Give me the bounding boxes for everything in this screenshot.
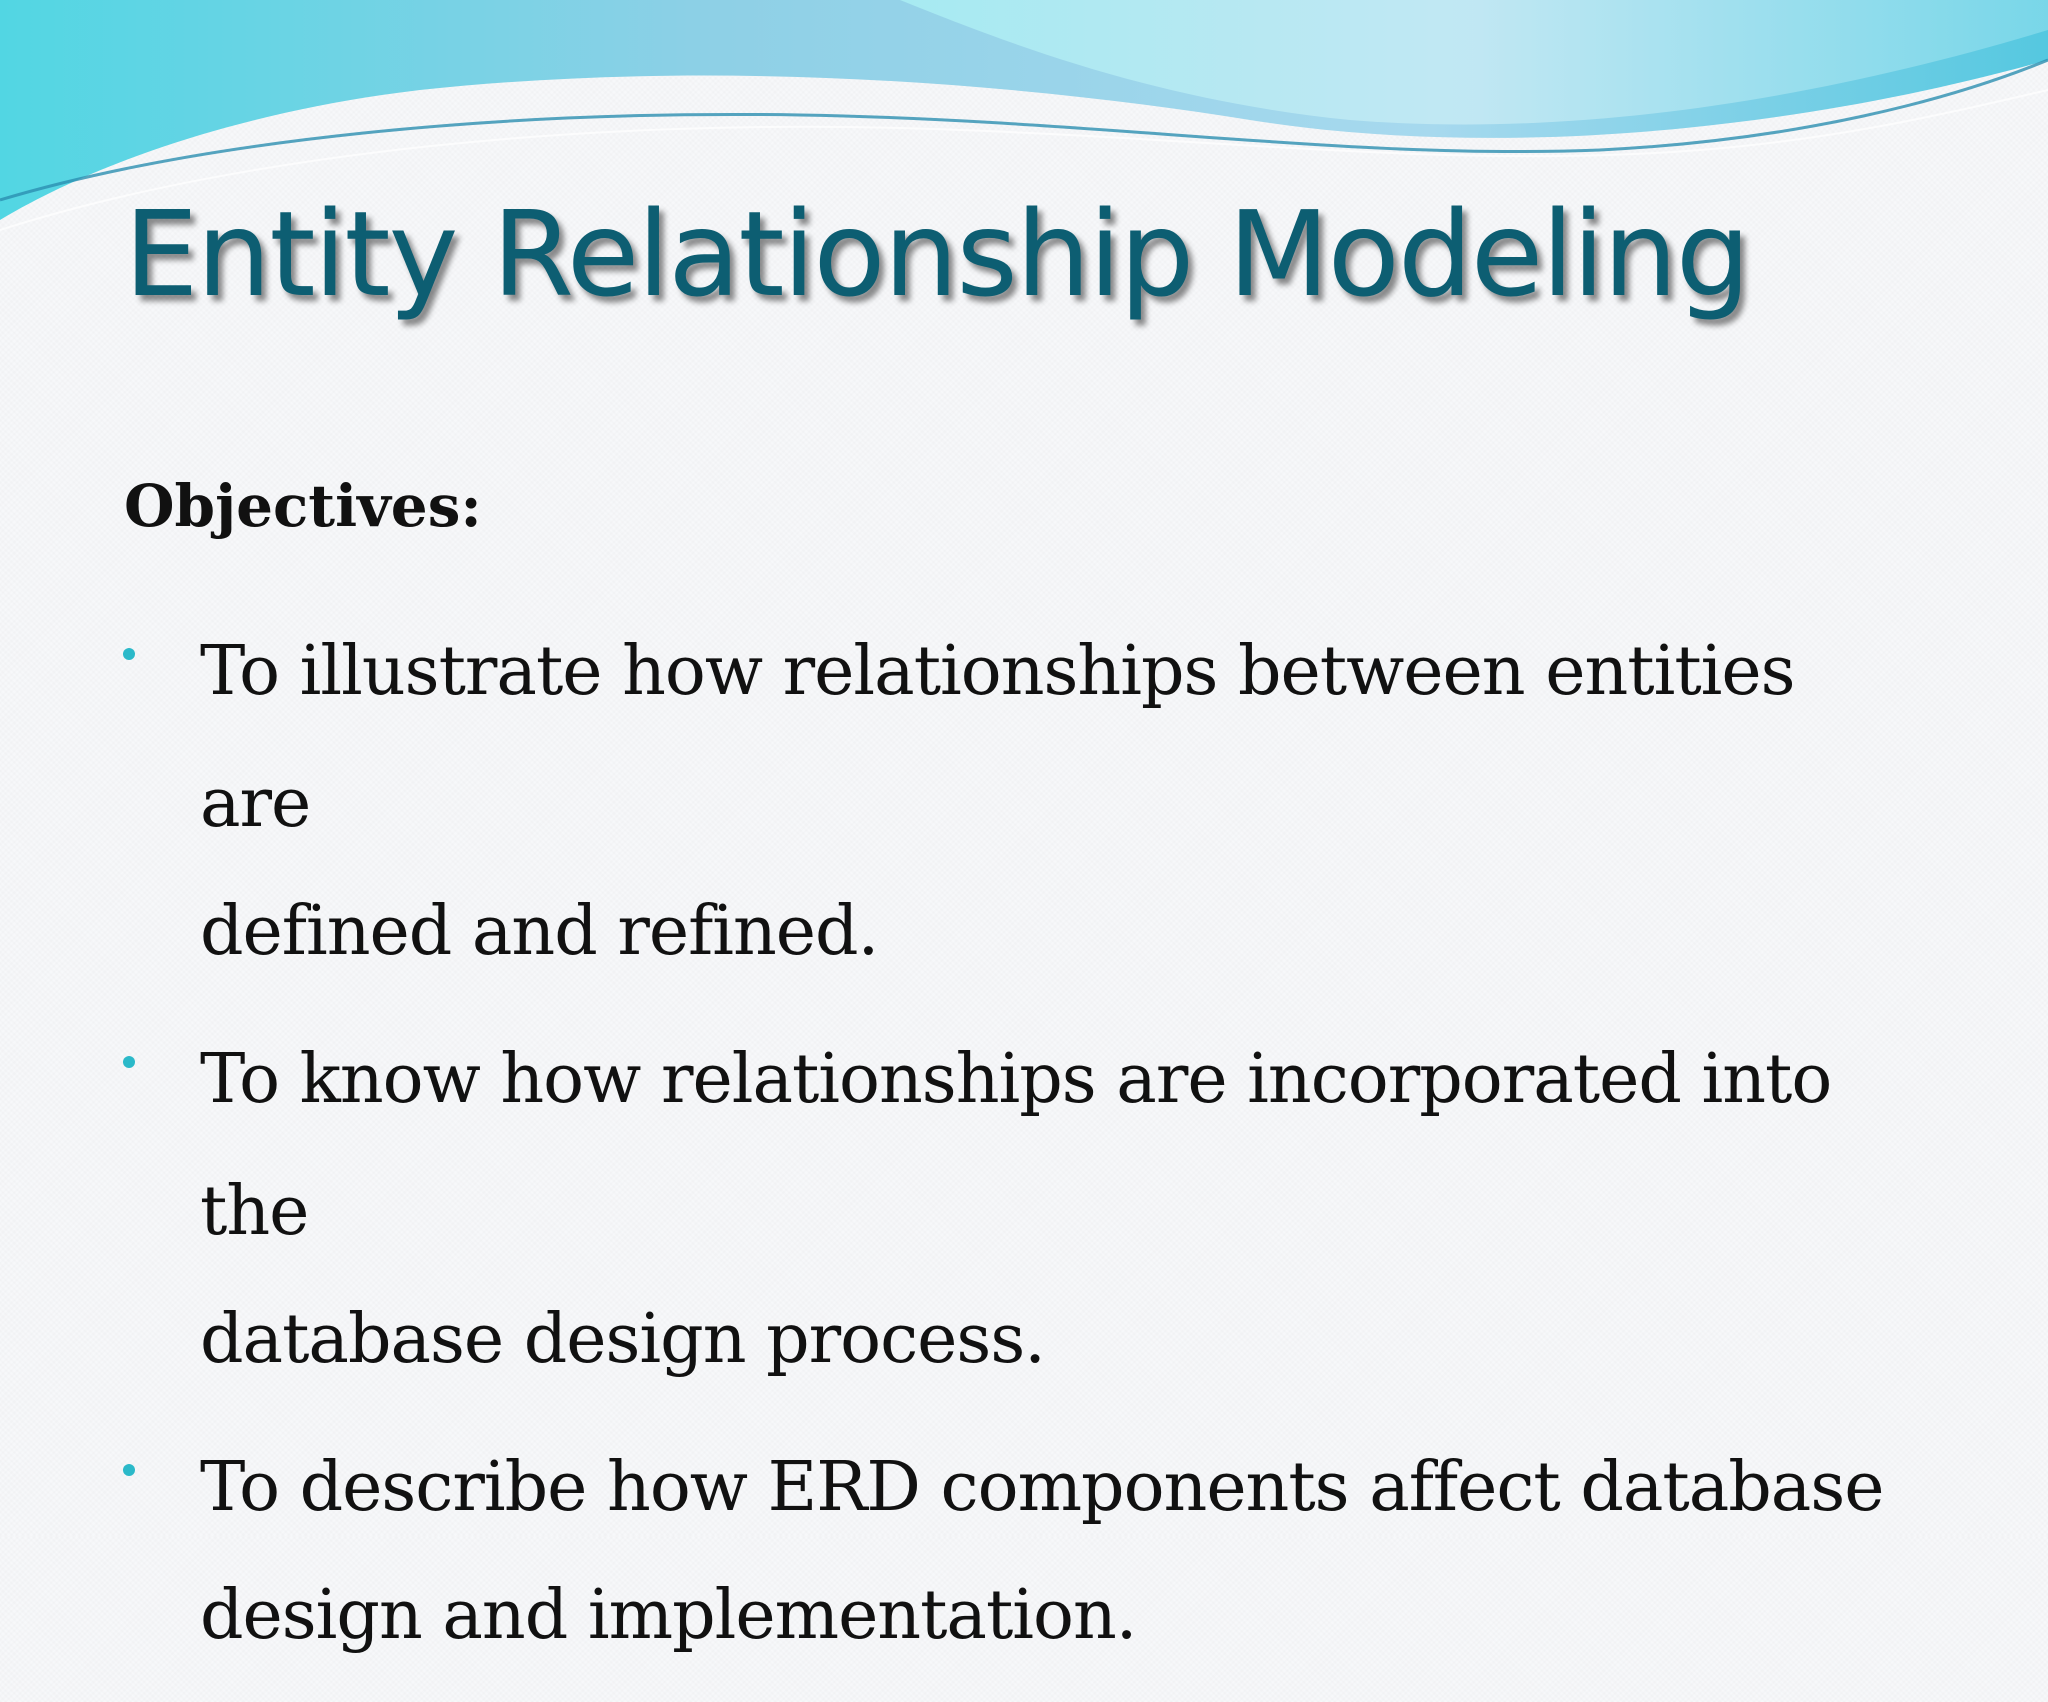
objectives-list (0, 610, 1900, 1702)
bullet-icon (123, 1056, 135, 1068)
objectives-heading: Objectives: (124, 472, 482, 540)
objective-text-line1: To describe how ERD components affect database (200, 1448, 1884, 1527)
objective-item (0, 1014, 1900, 1406)
objective-text-line1: To know how relationships are incorporated into the (200, 1040, 1832, 1251)
objective-text-line2: design and implementation. (200, 1576, 1137, 1655)
bullet-icon (123, 648, 135, 660)
bullet-icon (123, 1464, 135, 1476)
objective-text-line1: To illustrate how relationships between entities are (200, 632, 1795, 843)
objective-item (0, 1422, 1900, 1682)
slide-title: Entity Relationship Modeling (124, 185, 1749, 323)
objective-text-line2: database design process. (200, 1300, 1045, 1379)
objective-item (0, 606, 1900, 998)
objective-text-line2: defined and refined. (200, 892, 879, 971)
